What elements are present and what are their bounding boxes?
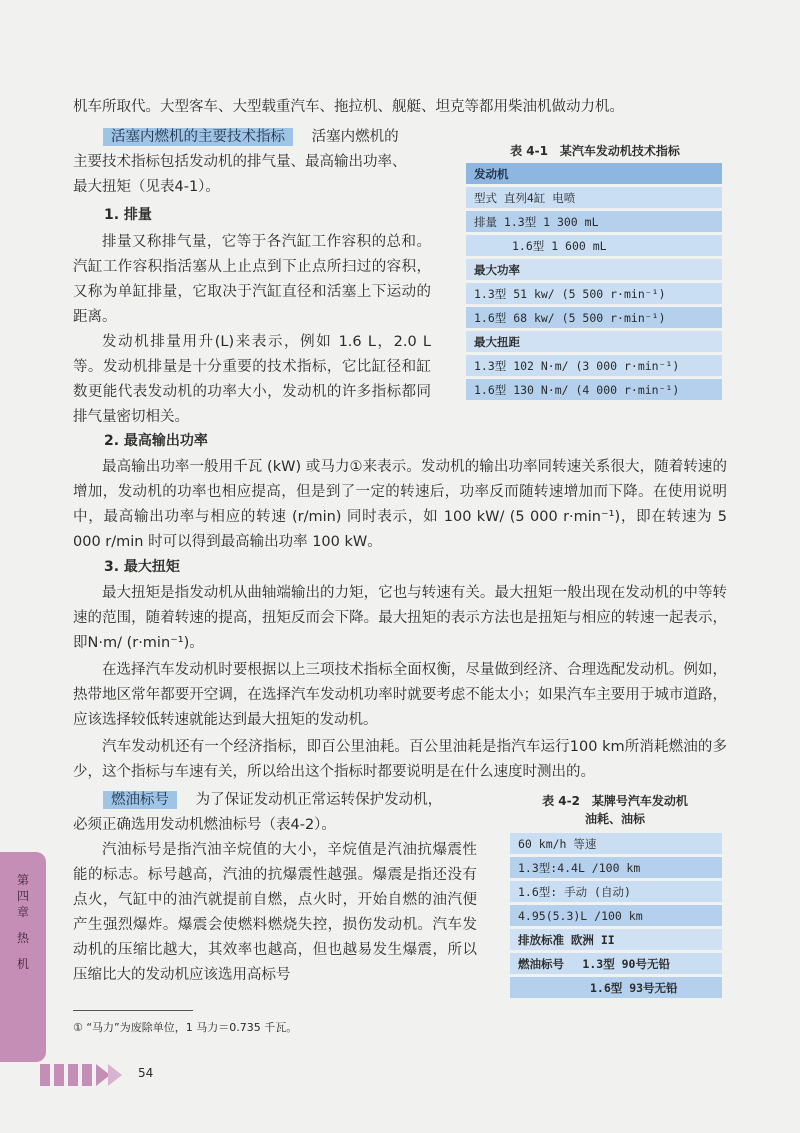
footnote-divider: [73, 1010, 193, 1011]
table-4-1: [466, 160, 722, 403]
tab-char: 机: [16, 957, 29, 971]
intro-text-b: 主要技术指标包括发动机的排气量、最高输出功率、: [73, 154, 407, 170]
table-row: 60 km/h 等速: [510, 833, 722, 854]
page-arrow-decoration-icon: [40, 1062, 132, 1088]
table-row: 排放标准 欧洲 II: [510, 929, 722, 950]
tab-char: 热: [16, 931, 29, 945]
footnote: ① “马力”为废除单位，1 马力＝0.735 千瓦。: [73, 1021, 298, 1034]
table-row: 1.6型 130 N·m/ (4 000 r·min⁻¹): [466, 379, 722, 400]
table-row: 4.95(5.3)L /100 km: [510, 905, 722, 926]
chapter-side-tab: [0, 852, 46, 1062]
paragraph-displacement-units: 发动机排量用升(L)来表示，例如 1.6 L，2.0 L 等。发动机排量是十分重要的技术指标，它比缸径和缸数更能代表发动机的功率大小，发动机的许多指标都同排气量密切相关。: [73, 334, 431, 425]
paragraph-octane: 汽油标号是指汽油辛烷值的大小，辛烷值是汽油抗爆震性能的标志。标号越高，汽油的抗爆震性越强。爆震是指还没有点火，气缸中的油汽就提前自燃，点火时，开始自燃的油汽便产生强烈爆炸。爆震会使燃料燃烧失控，损伤发动机。汽车发动机的压缩比越大，其效率也越高，但也越易发生爆震，所以压缩比大的发动机应该选用高标号: [73, 842, 477, 983]
section-heading-tech-specs: 活塞内燃机的主要技术指标: [103, 128, 293, 146]
tab-char: 第: [16, 873, 29, 887]
table-4-2-caption-line2: 油耗、油标: [584, 812, 645, 826]
paragraph-fuel-economy: 汽车发动机还有一个经济指标，即百公里油耗。百公里油耗是指汽车运行100 km所消耗燃油的多少，这个指标与车速有关，所以给出这个指标时都要说明是在什么速度时测出的。: [73, 739, 727, 780]
table-row: 1.6型 68 kw/ (5 500 r·min⁻¹): [466, 307, 722, 328]
section-intro: [73, 125, 473, 150]
table-row: 1.3型 102 N·m/ (3 000 r·min⁻¹): [466, 355, 722, 376]
paragraph-max-power: 最高输出功率一般用千瓦 (kW) 或马力①来表示。发动机的输出功率同转速关系很大，随着转速的增加，发动机的功率也相应提高，但是到了一定的转速后，功率反而随转速增加而下降。在使用说明中，最高输出功率与相应的转速 (r/min) 同时表示，如 100 kW/ (5 000 r·min⁻¹)，即在转速为 5 000 r/min 时可以得到最高输出功率 100 kW。: [73, 459, 727, 550]
table-row: 1.6型: 手动 (自动): [510, 881, 722, 902]
paragraph-selection: 在选择汽车发动机时要根据以上三项技术指标全面权衡，尽量做到经济、合理选配发动机。例如，热带地区常年都要开空调，在选择汽车发动机功率时就要考虑不能太小；如果汽车主要用于城市道路，应该选择较低转速就能达到最大扭矩的发动机。: [73, 662, 727, 728]
table-row: 1.3型 51 kw/ (5 500 r·min⁻¹): [466, 283, 722, 304]
section2-intro: [73, 788, 483, 813]
table-row: 最大功率: [466, 259, 722, 280]
chapter-side-tab-label: [10, 872, 36, 972]
table-4-2: [510, 830, 722, 1001]
paragraph-displacement: 排量又称排气量，它等于各汽缸工作容积的总和。汽缸工作容积指活塞从上止点到下止点所扫过的容积，又称为单缸排量，它取决于汽缸直径和活塞上下运动的距离。: [73, 234, 431, 325]
subheading-max-power: 2. 最高输出功率: [104, 433, 208, 449]
table-row: 发动机: [466, 163, 722, 184]
table-4-2-caption-line1: 表 4-2 某牌号汽车发动机: [542, 794, 688, 808]
intro-text-a: 活塞内燃机的: [311, 129, 399, 145]
table-4-1-caption: 表 4-1 某汽车发动机技术指标: [510, 144, 680, 158]
subheading-displacement: 1. 排量: [104, 207, 152, 223]
paragraph-max-torque: 最大扭矩是指发动机从曲轴端输出的力矩，它也与转速有关。最大扭矩一般出现在发动机的中等转速的范围，随着转速的提高，扭矩反而会下降。最大扭矩的表示方法也是扭矩与相应的转速一起表示，即N·m/ (r·min⁻¹)。: [73, 585, 727, 651]
table-row: 1.6型 1 600 mL: [466, 235, 722, 256]
table-row: 燃油标号 1.3型 90号无铅: [510, 953, 722, 974]
tab-char: 四: [16, 889, 29, 903]
table-row: 1.6型 93号无铅: [510, 977, 722, 998]
tab-char: 章: [16, 905, 29, 919]
fuel-intro-b: 必须正确选用发动机燃油标号（表4-2）。: [73, 817, 336, 833]
table-4-2-caption: [510, 792, 720, 828]
intro-text-c: 最大扭矩（见表4-1）。: [73, 179, 220, 195]
table-row: 最大扭距: [466, 331, 722, 352]
table-row: 型式 直列4缸 电喷: [466, 187, 722, 208]
subheading-max-torque: 3. 最大扭矩: [104, 559, 180, 575]
fuel-intro-a: 为了保证发动机正常运转保护发动机，: [195, 792, 443, 808]
table-row: 1.3型:4.4L /100 km: [510, 857, 722, 878]
page-number: 54: [138, 1066, 154, 1080]
continuation-line: 机车所取代。大型客车、大型载重汽车、拖拉机、舰艇、坦克等都用柴油机做动力机。: [73, 99, 624, 115]
table-row: 排量 1.3型 1 300 mL: [466, 211, 722, 232]
section-heading-fuel-grade: 燃油标号: [103, 791, 177, 809]
